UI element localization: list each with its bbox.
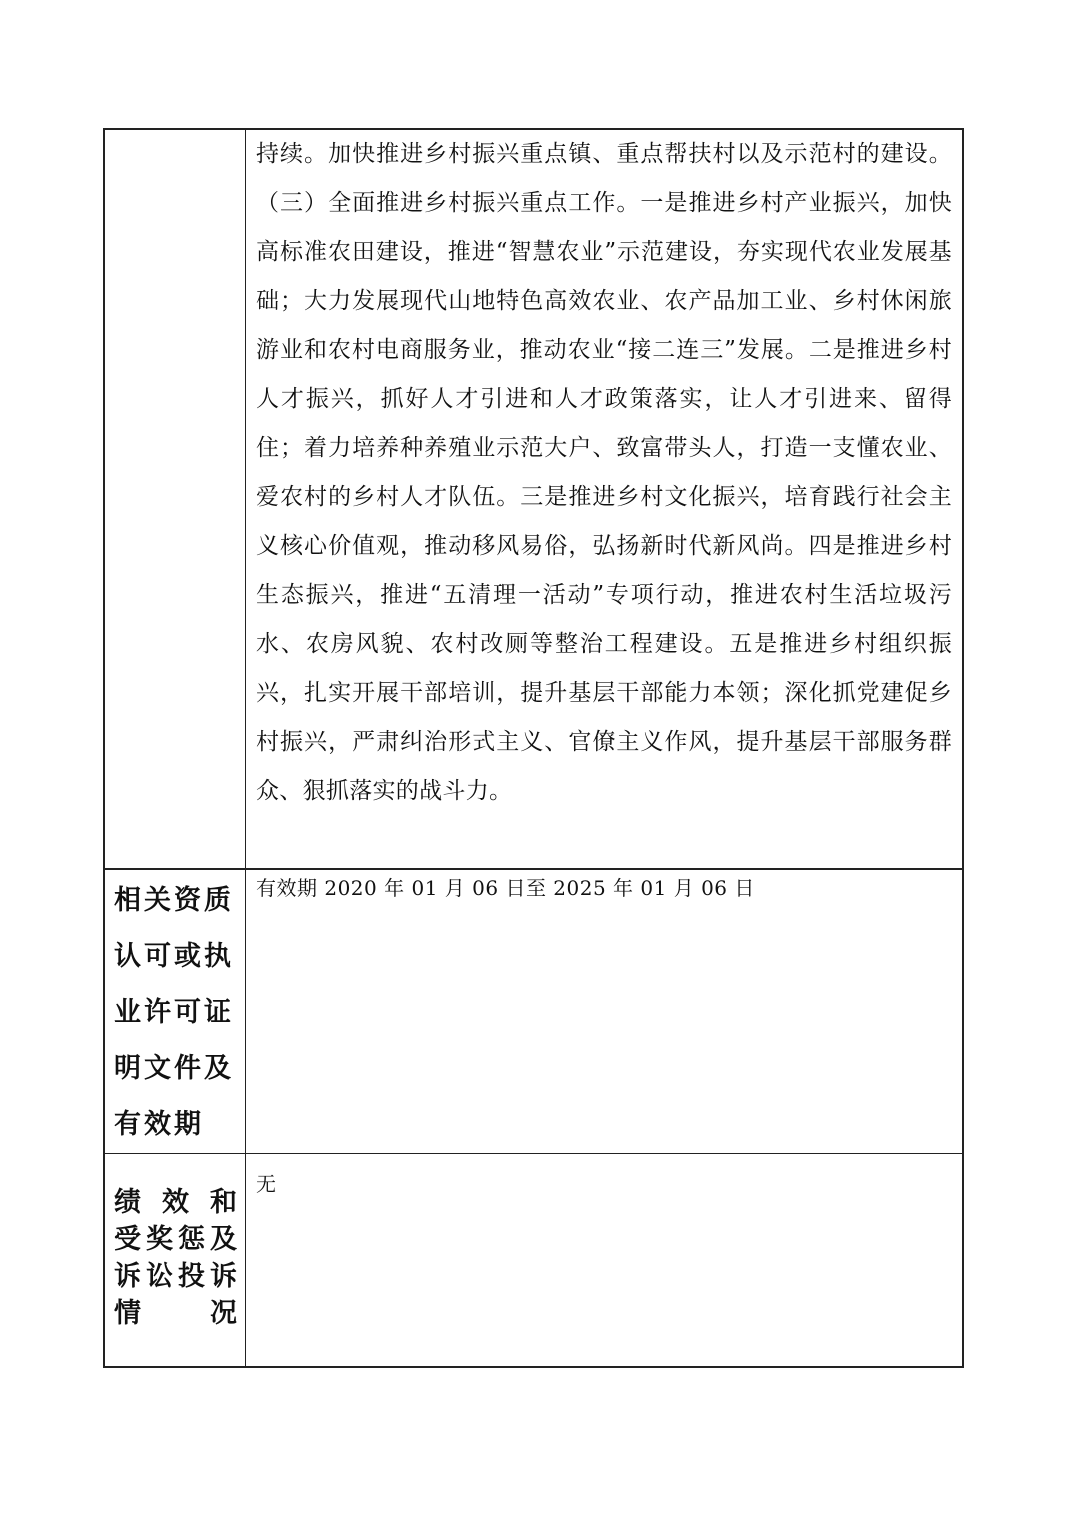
intro-paragraph: 持续。加快推进乡村振兴重点镇、重点帮扶村以及示范村的建设。（三）全面推进乡村振兴重点工作。一是推进乡村产业振兴，加快高标准农田建设，推进“智慧农业”示范建设，夯实现代农业发展基础；大力发展现代山地特色高效农业、农产品加工业、乡村休闲旅游业和农村电商服务业，推动农业“接二连三”发展。二是推进乡村人才振兴，抓好人才引进和人才政策落实，让人才引进来、留得住；着力培养种养殖业示范大户、致富带头人，打造一支懂农业、爱农村的乡村人才队伍。三是推进乡村文化振兴，培育践行社会主义核心价值观，推动移风易俗，弘扬新时代新风尚。四是推进乡村生态振兴，推进“五清理一活动”专项行动，推进农村生活垃圾污水、农房风貌、农村改厕等整治工程建设。五是推进乡村组织振兴，扎实开展干部培训，提升基层干部能力本领；深化抓党建促乡村振兴，严肃纠治形式主义、官僚主义作风，提升基层干部服务群众、狠抓落实的战斗力。 (256, 141, 952, 804)
license-label-line: 有效期 (114, 1109, 204, 1140)
performance-value: 无 (256, 1172, 276, 1196)
license-label (105, 870, 245, 1153)
performance-label-cell (104, 1154, 246, 1368)
performance-label (105, 1154, 245, 1332)
intro-label-cell (104, 129, 246, 869)
performance-label-line: 绩 效 和 (114, 1187, 237, 1218)
performance-label-line: 受奖惩及 (114, 1224, 237, 1255)
performance-row (104, 1154, 963, 1368)
license-content-cell (246, 869, 964, 1154)
license-label-line: 业许可证 (114, 997, 234, 1028)
performance-content-cell (246, 1154, 964, 1368)
performance-label-line: 诉讼投诉 (114, 1261, 237, 1292)
performance-label-line: 情 况 (114, 1298, 237, 1329)
license-label-line: 明文件及 (114, 1053, 234, 1084)
license-row (104, 869, 963, 1154)
license-label-line: 相关资质 (114, 885, 234, 916)
intro-content-cell (246, 129, 964, 869)
license-label-cell (104, 869, 246, 1154)
license-label-line: 认可或执 (114, 941, 234, 972)
license-validity: 有效期 2020 年 01 月 06 日至 2025 年 01 月 06 日 (256, 876, 755, 900)
intro-row (104, 129, 963, 869)
info-table (103, 128, 964, 1368)
